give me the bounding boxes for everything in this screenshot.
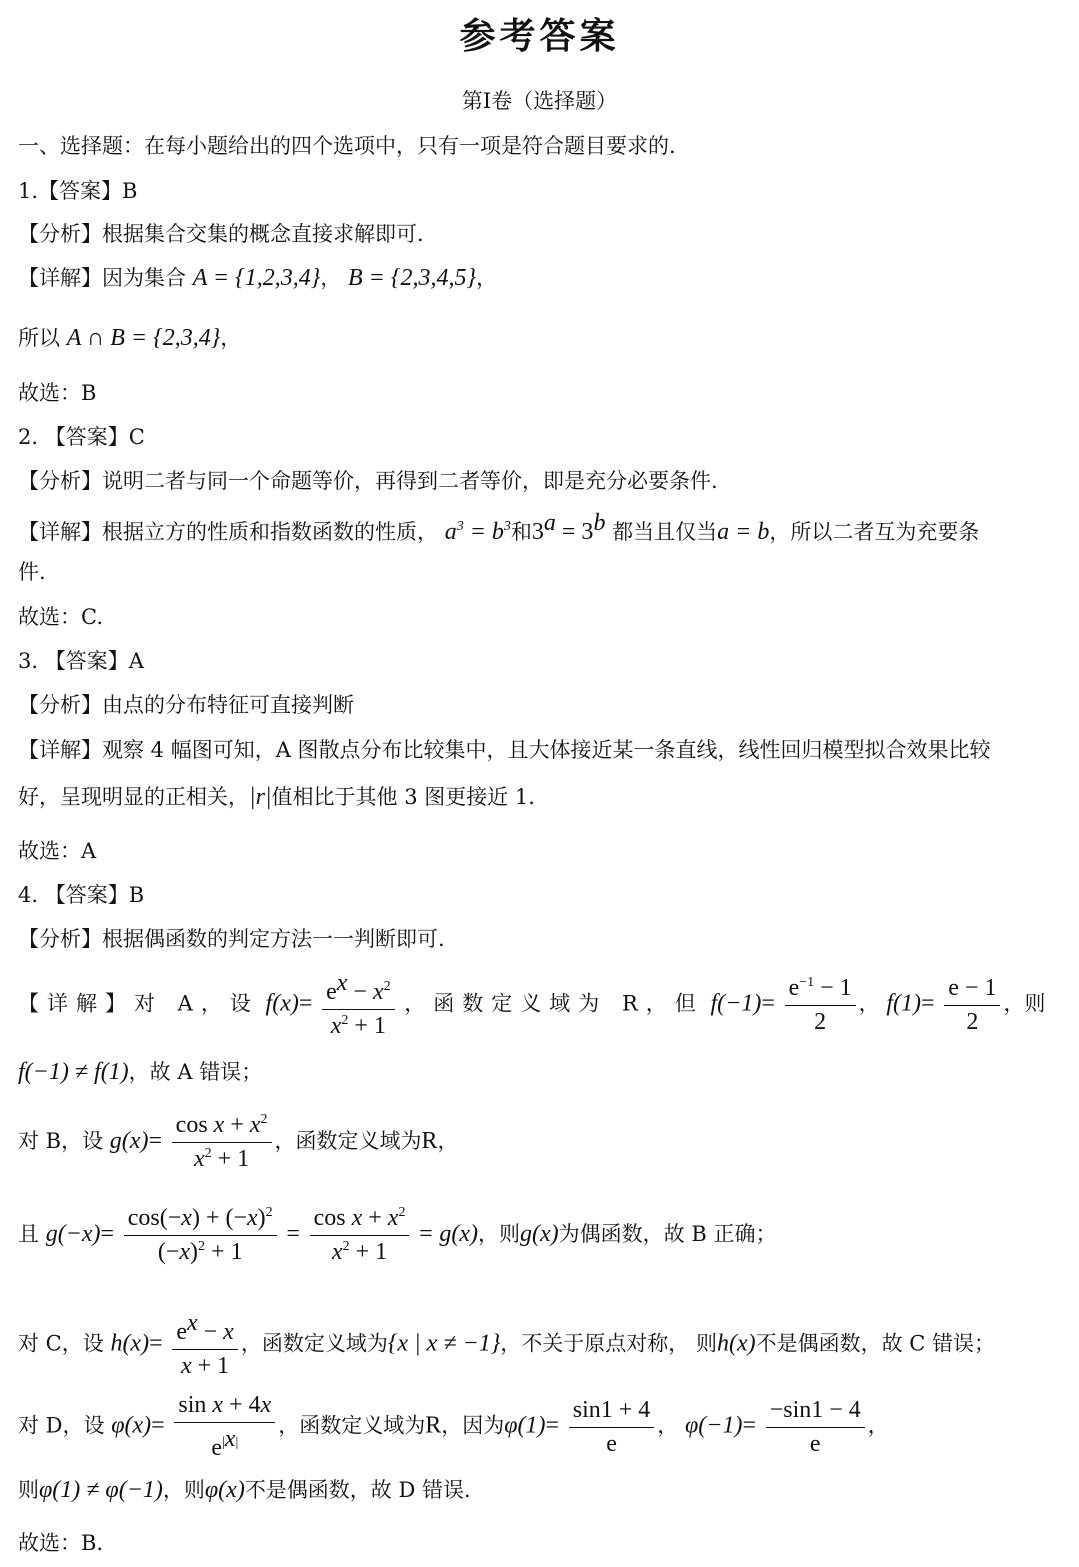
q2-analysis: 【分析】说明二者与同一个命题等价，再得到二者等价，即是充分必要条件. — [18, 469, 718, 493]
q2-detail-cont: 件. — [18, 560, 46, 584]
q1-pick: 故选：B — [18, 381, 97, 405]
q4-option-d: 对 D，设 φ(x)= $\frac{\text{sin x + 4x}}{e^{|x|}}$ ，函数定义域为R，因为φ(1)= $\frac{\sin 1 + 4}{e}$ ， φ(−1)= $\frac{-\sin 1 - 4}{e}$ ， — [18, 1392, 889, 1461]
q4-option-d-cont: 则φ(1) ≠ φ(−1)，则φ(x)不是偶函数，故 D 错误. — [18, 1477, 471, 1503]
q4-option-b-proof: 且 g(−x)= $\frac{\cos(-x) + (-x)^2}{(-x)^2 + 1}$ = $\frac{\cos x + x^2}{x^2 + 1}$ = g(x)，则g(x)为偶函数，故 B 正确； — [18, 1205, 777, 1265]
q1-intersection: 所以 A ∩ B = {2,3,4}， — [18, 325, 242, 351]
q2-detail: 【详解】根据立方的性质和指数函数的性质， $a^3 = b^3$和$3^a = 3^b$ 都当且仅当a = b，所以二者互为充要条 — [18, 510, 980, 545]
q1-analysis: 【分析】根据集合交集的概念直接求解即可. — [18, 222, 424, 246]
q1-detail: 【详解】因为集合 A = {1,2,3,4}， B = {2,3,4,5}， — [18, 265, 498, 291]
q3-analysis: 【分析】由点的分布特征可直接判断 — [18, 693, 354, 717]
q1-answer: 1.【答案】B — [18, 179, 138, 203]
q4-option-c: 对 C，设 h(x)= $\frac{e^x - x}{x + 1}$ ，函数定义域为{x | x ≠ −1}，不关于原点对称， 则h(x)不是偶函数，故 C 错误； — [18, 1310, 996, 1379]
q4-pick: 故选：B. — [18, 1531, 104, 1555]
page-title: 参考答案 — [459, 16, 620, 57]
q3-answer: 3. 【答案】A — [18, 649, 144, 673]
q3-pick: 故选：A — [18, 839, 97, 863]
q3-detail-cont: 好，呈现明显的正相关，|r|值相比于其他 3 图更接近 1. — [18, 784, 535, 810]
q4-option-b: 对 B，设 g(x)= $\frac{\cos x + x^2}{x^2 + 1}$ ，函数定义域为R， — [18, 1112, 459, 1172]
q4-analysis: 【分析】根据偶函数的判定方法一一判断即可. — [18, 927, 445, 951]
q4-answer: 4. 【答案】B — [18, 883, 145, 907]
section-subtitle: 第Ⅰ卷（选择题） — [461, 89, 618, 113]
q2-pick: 故选：C. — [18, 605, 103, 629]
q2-answer: 2. 【答案】C — [18, 425, 145, 449]
q1-set-a: A = {1,2,3,4} — [192, 265, 321, 291]
section-heading: 一、选择题：在每小题给出的四个选项中，只有一项是符合题目要求的. — [18, 134, 676, 158]
q4-option-a-cont: f(−1) ≠ f(1)，故 A 错误； — [18, 1059, 263, 1085]
q3-detail: 【详解】观察 4 幅图可知，A 图散点分布比较集中，且大体接近某一条直线，线性回归模型拟合效果比较 — [18, 738, 991, 762]
q4-option-a: 【详解】对 A，设 f(x)= $\frac{e^x - x^2}{x^2 + 1}$ ，函数定义域为 R，但 f(−1)= $\frac{e^{-1} - 1}{2}$ ， f(1)= $\frac{e - 1}{2}$ ，则 — [18, 970, 1046, 1039]
q1-set-b: B = {2,3,4,5} — [348, 265, 477, 291]
